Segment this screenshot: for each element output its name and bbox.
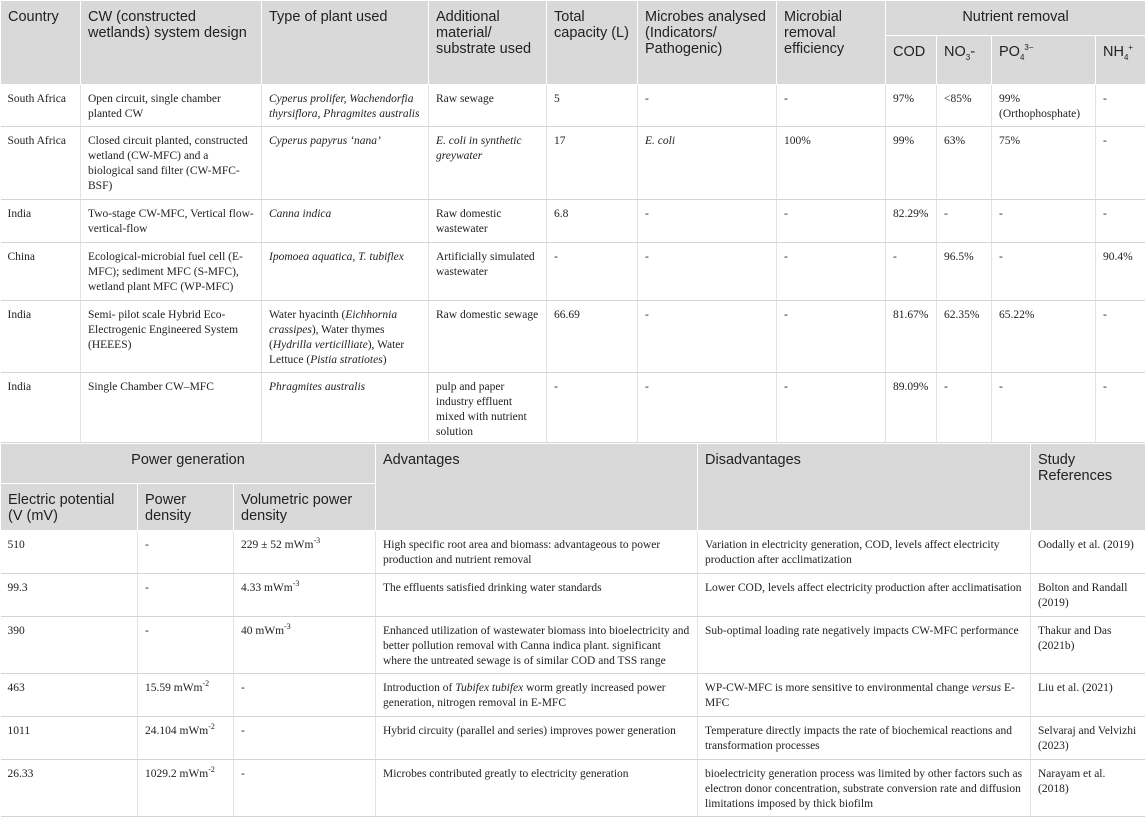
header-power-density: Power density	[138, 484, 234, 531]
cell-power-density: -	[138, 531, 234, 574]
cell-no3: 96.5%	[937, 243, 992, 301]
cell-capacity: 6.8	[547, 200, 638, 243]
cell-nh4: -	[1096, 200, 1145, 243]
cell-microbes: -	[638, 301, 777, 373]
header-plant: Type of plant used	[262, 1, 429, 85]
cell-design: Closed circuit planted, constructed wetland (CW-MFC) and a biological sand filter (CW-MFC-BSF)	[81, 127, 262, 200]
cell-nh4: -	[1096, 127, 1145, 200]
header-references: Study References	[1031, 444, 1145, 531]
cell-volumetric-density: 229 ± 52 mWm$^{-3}$	[234, 531, 376, 574]
cell-po4: 75%	[992, 127, 1096, 200]
cell-electric-potential: 390	[1, 617, 138, 674]
cell-power-density: -	[138, 574, 234, 617]
cell-country: India	[1, 373, 81, 443]
cell-reference: Selvaraj and Velvizhi (2023)	[1031, 717, 1145, 760]
cell-disadvantages: WP-CW-MFC is more sensitive to environmental change versus E-MFC	[698, 674, 1031, 717]
cell-disadvantages: Lower COD, levels affect electricity production after acclimatisation	[698, 574, 1031, 617]
cell-no3: -	[937, 373, 992, 443]
cell-microbes: -	[638, 243, 777, 301]
cell-reference: Bolton and Randall (2019)	[1031, 574, 1145, 617]
cell-volumetric-density: 4.33 mWm$^{-3}$	[234, 574, 376, 617]
cell-disadvantages: Variation in electricity generation, COD, levels affect electricity production after acclimatization	[698, 531, 1031, 574]
cell-cod: -	[886, 243, 937, 301]
cell-advantages: The effluents satisfied drinking water standards	[376, 574, 698, 617]
header-advantages: Advantages	[376, 444, 698, 531]
cell-po4: -	[992, 373, 1096, 443]
cell-volumetric-density: -	[234, 717, 376, 760]
header-po4: $PO_4^{3-}$	[992, 36, 1096, 85]
cell-reference: Narayam et al. (2018)	[1031, 760, 1145, 817]
cell-design: Open circuit, single chamber planted CW	[81, 85, 262, 127]
table-row	[1, 85, 1145, 127]
cell-microbes: -	[638, 373, 777, 443]
cell-electric-potential: 26.33	[1, 760, 138, 817]
cell-efficiency: -	[777, 85, 886, 127]
table-row	[1, 301, 1145, 373]
cell-capacity: -	[547, 373, 638, 443]
cell-volumetric-density: -	[234, 674, 376, 717]
cell-cod: 81.67%	[886, 301, 937, 373]
cell-advantages: Introduction of Tubifex tubifex worm greatly increased power generation, nitrogen removal in E-MFC	[376, 674, 698, 717]
table-row	[1, 717, 1145, 760]
cell-material: Raw domestic sewage	[429, 301, 547, 373]
cell-nh4: 90.4%	[1096, 243, 1145, 301]
cell-cod: 89.09%	[886, 373, 937, 443]
cell-reference: Liu et al. (2021)	[1031, 674, 1145, 717]
cell-nh4: -	[1096, 373, 1145, 443]
cell-material: Artificially simulated wastewater	[429, 243, 547, 301]
cell-nh4: -	[1096, 301, 1145, 373]
table-row	[1, 531, 1145, 574]
cell-nh4: -	[1096, 85, 1145, 127]
cell-volumetric-density: 40 mWm$^{-3}$	[234, 617, 376, 674]
cell-electric-potential: 1011	[1, 717, 138, 760]
cell-advantages: Hybrid circuity (parallel and series) improves power generation	[376, 717, 698, 760]
table-row	[1, 127, 1145, 200]
cell-po4: -	[992, 243, 1096, 301]
cell-efficiency: -	[777, 301, 886, 373]
cell-plant: Ipomoea aquatica, T. tubiflex	[262, 243, 429, 301]
header-microbes: Microbes analysed (Indicators/ Pathogenic)	[638, 1, 777, 85]
header-no3: $NO_3-$	[937, 36, 992, 85]
cell-plant: Canna indica	[262, 200, 429, 243]
cell-advantages: High specific root area and biomass: advantageous to power production and nutrient removal	[376, 531, 698, 574]
cell-volumetric-density: -	[234, 760, 376, 817]
table-row	[1, 200, 1145, 243]
cell-design: Ecological-microbial fuel cell (E-MFC); sediment MFC (S-MFC), wetland plant MFC (WP-MFC)	[81, 243, 262, 301]
header-cw-design: CW (constructed wetlands) system design	[81, 1, 262, 85]
cell-electric-potential: 99.3	[1, 574, 138, 617]
cell-efficiency: 100%	[777, 127, 886, 200]
table-row	[1, 760, 1145, 817]
cell-material: Raw domestic wastewater	[429, 200, 547, 243]
cell-electric-potential: 510	[1, 531, 138, 574]
cell-design: Semi- pilot scale Hybrid Eco-Electrogenic Engineered System (HEEES)	[81, 301, 262, 373]
cell-power-density: -	[138, 617, 234, 674]
cell-capacity: 17	[547, 127, 638, 200]
header-material: Additional material/ substrate used	[429, 1, 547, 85]
cell-disadvantages: Temperature directly impacts the rate of biochemical reactions and transformation processes	[698, 717, 1031, 760]
table-row	[1, 574, 1145, 617]
cell-advantages: Microbes contributed greatly to electricity generation	[376, 760, 698, 817]
cell-capacity: -	[547, 243, 638, 301]
cell-plant: Cyperus prolifer, Wachendorfia thyrsiflora, Phragmites australis	[262, 85, 429, 127]
study-table-bottom	[0, 443, 1145, 817]
cell-cod: 97%	[886, 85, 937, 127]
cell-microbes: -	[638, 200, 777, 243]
header-nutrient-removal: Nutrient removal	[886, 1, 1145, 36]
cell-disadvantages: bioelectricity generation process was limited by other factors such as electron donor concentration, substrate conversion rate and diffusion limitations imposed by thick biofilm	[698, 760, 1031, 817]
cell-country: India	[1, 200, 81, 243]
header-cod: COD	[886, 36, 937, 85]
cell-reference: Thakur and Das (2021b)	[1031, 617, 1145, 674]
cell-cod: 99%	[886, 127, 937, 200]
cell-po4: -	[992, 200, 1096, 243]
header-nh4: $NH_4^+$	[1096, 36, 1145, 85]
cell-po4: 65.22%	[992, 301, 1096, 373]
cell-electric-potential: 463	[1, 674, 138, 717]
cell-microbes: -	[638, 85, 777, 127]
cell-capacity: 66.69	[547, 301, 638, 373]
cell-microbes: E. coli	[638, 127, 777, 200]
cell-material: E. coli in synthetic greywater	[429, 127, 547, 200]
table-row	[1, 373, 1145, 443]
cell-no3: <85%	[937, 85, 992, 127]
header-electric-potential: Electric potential (V (mV)	[1, 484, 138, 531]
cell-efficiency: -	[777, 373, 886, 443]
cell-plant: Phragmites australis	[262, 373, 429, 443]
table-row	[1, 243, 1145, 301]
cell-disadvantages: Sub-optimal loading rate negatively impacts CW-MFC performance	[698, 617, 1031, 674]
cell-efficiency: -	[777, 200, 886, 243]
table-row	[1, 617, 1145, 674]
header-country: Country	[1, 1, 81, 85]
cell-capacity: 5	[547, 85, 638, 127]
cell-material: pulp and paper industry effluent mixed with nutrient solution	[429, 373, 547, 443]
cell-country: China	[1, 243, 81, 301]
cell-cod: 82.29%	[886, 200, 937, 243]
header-efficiency: Microbial removal efficiency	[777, 1, 886, 85]
table-row	[1, 674, 1145, 717]
cell-efficiency: -	[777, 243, 886, 301]
cell-advantages: Enhanced utilization of wastewater biomass into bioelectricity and better pollution removal with Canna indica plant. significant where the untreated sewage is of similar COD and TSS range	[376, 617, 698, 674]
header-power-generation: Power generation	[1, 444, 376, 484]
header-capacity: Total capacity (L)	[547, 1, 638, 85]
cell-no3: -	[937, 200, 992, 243]
cell-plant: Cyperus papyrus ‘nana’	[262, 127, 429, 200]
header-disadvantages: Disadvantages	[698, 444, 1031, 531]
cell-no3: 63%	[937, 127, 992, 200]
cell-power-density: 15.59 mWm$^{-2}$	[138, 674, 234, 717]
cell-material: Raw sewage	[429, 85, 547, 127]
cell-country: South Africa	[1, 127, 81, 200]
cell-design: Two-stage CW-MFC, Vertical flow-vertical-flow	[81, 200, 262, 243]
cell-no3: 62.35%	[937, 301, 992, 373]
cell-reference: Oodally et al. (2019)	[1031, 531, 1145, 574]
cell-po4: 99% (Orthophosphate)	[992, 85, 1096, 127]
header-volumetric-power-density: Volumetric power density	[234, 484, 376, 531]
cell-plant: Water hyacinth (Eichhornia crassipes), Water thymes (Hydrilla verticilliate), Water Lettuce (Pistia stratiotes)	[262, 301, 429, 373]
cell-design: Single Chamber CW–MFC	[81, 373, 262, 443]
cell-power-density: 1029.2 mWm$^{-2}$	[138, 760, 234, 817]
cell-power-density: 24.104 mWm$^{-2}$	[138, 717, 234, 760]
cell-country: South Africa	[1, 85, 81, 127]
cell-country: India	[1, 301, 81, 373]
